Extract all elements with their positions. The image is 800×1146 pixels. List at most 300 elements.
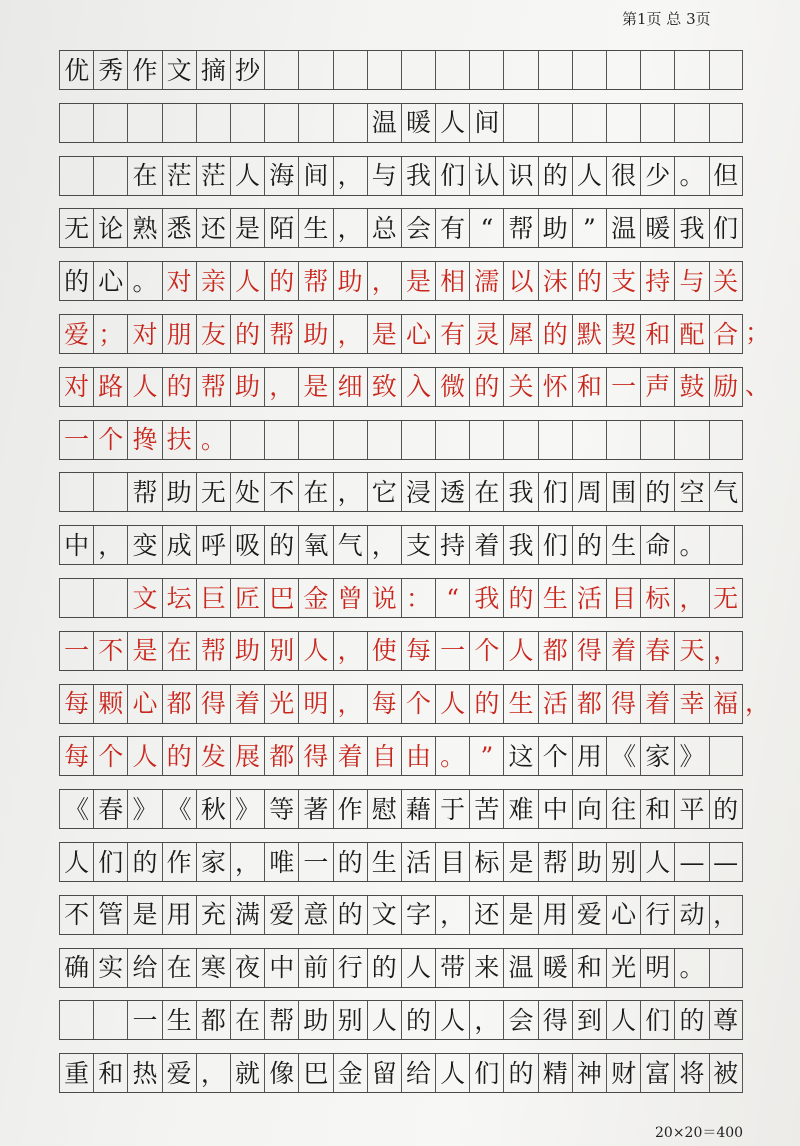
- grid-cell: 的: [162, 737, 196, 775]
- grid-cell: 动: [674, 896, 708, 934]
- grid-row: [59, 472, 743, 512]
- grid-cell: 一: [59, 421, 93, 459]
- grid-cell: 是: [127, 632, 161, 670]
- grid-cell: 帮: [503, 209, 537, 247]
- grid-cell: 我: [674, 209, 708, 247]
- grid-cell: 犀: [503, 315, 537, 353]
- grid-cell: [93, 104, 127, 142]
- grid-cell: [93, 1001, 127, 1039]
- grid-cell: 与: [367, 157, 401, 195]
- grid-cell: ，: [264, 368, 298, 406]
- grid-cell: 间: [469, 104, 503, 142]
- grid-cell: 温: [367, 104, 401, 142]
- margin-punctuation: ；: [745, 318, 771, 347]
- grid-cell: 。: [196, 421, 230, 459]
- grid-cell: 人: [298, 632, 332, 670]
- grid-cell: 作: [162, 843, 196, 881]
- grid-cell: 帮: [264, 1001, 298, 1039]
- grid-cell: 搀: [127, 421, 161, 459]
- grid-cell: 活: [538, 685, 572, 723]
- grid-cell: 着: [606, 632, 640, 670]
- grid-cell: 光: [264, 685, 298, 723]
- grid-cell: 助: [333, 262, 367, 300]
- grid-cell: [709, 51, 743, 89]
- grid-cell: 每: [59, 737, 93, 775]
- grid-cell: [606, 104, 640, 142]
- grid-cell: [538, 51, 572, 89]
- grid-cell: [606, 51, 640, 89]
- grid-cell: 的: [127, 843, 161, 881]
- grid-cell: 心: [127, 685, 161, 723]
- grid-cell: 用: [538, 896, 572, 934]
- grid-cell: 相: [435, 262, 469, 300]
- grid-cell: 巴: [298, 1054, 332, 1092]
- grid-cell: 金: [298, 579, 332, 617]
- grid-cell: [640, 421, 674, 459]
- grid-cell: 人: [435, 1001, 469, 1039]
- grid-cell: 们: [435, 157, 469, 195]
- grid-cell: 标: [469, 843, 503, 881]
- grid-cell: 助: [538, 209, 572, 247]
- grid-cell: [503, 104, 537, 142]
- grid-cell: 。: [674, 157, 708, 195]
- grid-cell: 每: [59, 685, 93, 723]
- grid-cell: 暖: [538, 949, 572, 987]
- grid-cell: 帮: [298, 262, 332, 300]
- grid-cell: 苦: [469, 790, 503, 828]
- grid-cell: 都: [264, 737, 298, 775]
- grid-cell: [572, 421, 606, 459]
- grid-cell: 巨: [196, 579, 230, 617]
- grid-cell: 和: [572, 949, 606, 987]
- grid-cell: 充: [196, 896, 230, 934]
- grid-cell: [538, 421, 572, 459]
- grid-cell: 关: [503, 368, 537, 406]
- grid-cell: 气: [709, 473, 743, 511]
- grid-cell: 爱: [59, 315, 93, 353]
- grid-cell: [503, 421, 537, 459]
- grid-cell: [298, 421, 332, 459]
- grid-cell: ，: [435, 896, 469, 934]
- grid-cell: 意: [298, 896, 332, 934]
- grid-cell: 慰: [367, 790, 401, 828]
- grid-cell: [572, 104, 606, 142]
- grid-cell: [127, 104, 161, 142]
- grid-cell: 的: [367, 949, 401, 987]
- grid-cell: 和: [93, 1054, 127, 1092]
- grid-cell: [59, 104, 93, 142]
- grid-cell: 生: [367, 843, 401, 881]
- grid-cell: 的: [264, 526, 298, 564]
- grid-cell: 人: [59, 843, 93, 881]
- grid-cell: 行: [640, 896, 674, 934]
- grid-row: [59, 50, 743, 90]
- grid-cell: 人: [503, 632, 537, 670]
- grid-cell: 友: [196, 315, 230, 353]
- grid-cell: 寒: [196, 949, 230, 987]
- grid-cell: 尊: [709, 1001, 743, 1039]
- grid-cell: 个: [469, 632, 503, 670]
- grid-cell: [333, 421, 367, 459]
- grid-cell: 对: [162, 262, 196, 300]
- grid-cell: 怀: [538, 368, 572, 406]
- grid-cell: 得: [538, 1001, 572, 1039]
- grid-cell: 人: [230, 262, 264, 300]
- grid-cell: 和: [640, 790, 674, 828]
- grid-cell: 无: [59, 209, 93, 247]
- grid-cell: 向: [572, 790, 606, 828]
- grid-cell: 。: [674, 526, 708, 564]
- grid-cell: 间: [298, 157, 332, 195]
- grid-cell: —: [674, 843, 708, 881]
- grid-cell: 吸: [230, 526, 264, 564]
- grid-cell: 家: [196, 843, 230, 881]
- grid-cell: 人: [572, 157, 606, 195]
- grid-cell: 声: [640, 368, 674, 406]
- grid-cell: 持: [640, 262, 674, 300]
- grid-cell: 福: [709, 685, 743, 723]
- grid-cell: 透: [435, 473, 469, 511]
- grid-cell: 们: [709, 209, 743, 247]
- grid-cell: 们: [93, 843, 127, 881]
- grid-cell: 生: [538, 579, 572, 617]
- grid-cell: 巴: [264, 579, 298, 617]
- grid-cell: 都: [196, 1001, 230, 1039]
- grid-cell: 们: [640, 1001, 674, 1039]
- grid-cell: 》: [230, 790, 264, 828]
- grid-cell: 的: [333, 896, 367, 934]
- grid-cell: 的: [59, 262, 93, 300]
- grid-row: [59, 156, 743, 196]
- grid-cell: 光: [606, 949, 640, 987]
- grid-cell: 颗: [93, 685, 127, 723]
- grid-cell: 人: [640, 843, 674, 881]
- grid-row: [59, 578, 743, 618]
- grid-cell: 对: [59, 368, 93, 406]
- grid-cell: [333, 51, 367, 89]
- grid-cell: 会: [503, 1001, 537, 1039]
- grid-row: [59, 631, 743, 671]
- grid-cell: 个: [401, 685, 435, 723]
- grid-cell: 《: [162, 790, 196, 828]
- grid-cell: 被: [709, 1054, 743, 1092]
- grid-cell: 自: [367, 737, 401, 775]
- grid-cell: 抄: [230, 51, 264, 89]
- grid-cell: 合: [709, 315, 743, 353]
- grid-cell: 鼓: [674, 368, 708, 406]
- grid-cell: 暖: [401, 104, 435, 142]
- grid-cell: 像: [264, 1054, 298, 1092]
- grid-cell: ，: [709, 632, 743, 670]
- grid-cell: 励: [709, 368, 743, 406]
- grid-cell: 变: [127, 526, 161, 564]
- grid-cell: 文: [367, 896, 401, 934]
- grid-cell: 别: [606, 843, 640, 881]
- grid-cell: 得: [572, 632, 606, 670]
- grid-cell: 在: [469, 473, 503, 511]
- grid-cell: 路: [93, 368, 127, 406]
- grid-cell: 命: [640, 526, 674, 564]
- grid-cell: 等: [264, 790, 298, 828]
- grid-cell: 暖: [640, 209, 674, 247]
- grid-cell: 心: [93, 262, 127, 300]
- grid-cell: 夜: [230, 949, 264, 987]
- grid-cell: 目: [435, 843, 469, 881]
- grid-cell: 说: [367, 579, 401, 617]
- grid-cell: [264, 104, 298, 142]
- grid-cell: [640, 51, 674, 89]
- grid-cell: [674, 421, 708, 459]
- grid-cell: [162, 104, 196, 142]
- grid-cell: 微: [435, 368, 469, 406]
- grid-cell: ，: [333, 157, 367, 195]
- grid-cell: 的: [709, 790, 743, 828]
- grid-cell: 难: [503, 790, 537, 828]
- grid-cell: 到: [572, 1001, 606, 1039]
- grid-cell: 它: [367, 473, 401, 511]
- grid-cell: 以: [503, 262, 537, 300]
- grid-cell: 的: [640, 473, 674, 511]
- grid-cell: [674, 51, 708, 89]
- grid-cell: [709, 949, 743, 987]
- grid-row: [59, 103, 743, 143]
- grid-cell: [59, 157, 93, 195]
- grid-cell: 人: [401, 949, 435, 987]
- grid-cell: 亲: [196, 262, 230, 300]
- grid-cell: 来: [469, 949, 503, 987]
- grid-cell: 是: [401, 262, 435, 300]
- grid-cell: 论: [93, 209, 127, 247]
- grid-cell: 作: [333, 790, 367, 828]
- grid-cell: 标: [640, 579, 674, 617]
- grid-cell: 《: [606, 737, 640, 775]
- grid-cell: [59, 1001, 93, 1039]
- grid-cell: 周: [572, 473, 606, 511]
- grid-cell: 在: [127, 157, 161, 195]
- grid-cell: [709, 737, 743, 775]
- grid-cell: [709, 526, 743, 564]
- grid-cell: 一: [298, 843, 332, 881]
- grid-cell: 一: [606, 368, 640, 406]
- grid-cell: 留: [367, 1054, 401, 1092]
- grid-row: [59, 208, 743, 248]
- grid-cell: 们: [538, 526, 572, 564]
- grid-cell: 空: [674, 473, 708, 511]
- grid-cell: 帮: [538, 843, 572, 881]
- grid-cell: 展: [230, 737, 264, 775]
- grid-cell: 人: [435, 104, 469, 142]
- grid-cell: 在: [162, 949, 196, 987]
- grid-cell: 契: [606, 315, 640, 353]
- grid-cell: 热: [127, 1054, 161, 1092]
- grid-cell: 《: [59, 790, 93, 828]
- grid-cell: [59, 579, 93, 617]
- grid-cell: 海: [264, 157, 298, 195]
- grid-row: [59, 420, 743, 460]
- grid-cell: 于: [435, 790, 469, 828]
- grid-cell: 人: [127, 737, 161, 775]
- grid-cell: 秀: [93, 51, 127, 89]
- grid-cell: 处: [230, 473, 264, 511]
- grid-cell: 围: [606, 473, 640, 511]
- grid-cell: ”: [572, 209, 606, 247]
- grid-cell: 和: [572, 368, 606, 406]
- grid-cell: ，: [230, 843, 264, 881]
- grid-cell: 生: [503, 685, 537, 723]
- grid-cell: 平: [674, 790, 708, 828]
- grid-cell: [503, 51, 537, 89]
- grid-cell: 与: [674, 262, 708, 300]
- grid-cell: [469, 421, 503, 459]
- grid-cell: 人: [435, 685, 469, 723]
- grid-cell: 优: [59, 51, 93, 89]
- grid-cell: “: [469, 209, 503, 247]
- grid-cell: 用: [572, 737, 606, 775]
- grid-cell: 帮: [196, 368, 230, 406]
- grid-row: [59, 948, 743, 988]
- grid-cell: ，: [196, 1054, 230, 1092]
- grid-cell: 的: [503, 1054, 537, 1092]
- grid-cell: 的: [674, 1001, 708, 1039]
- grid-cell: [93, 473, 127, 511]
- grid-cell: [674, 104, 708, 142]
- grid-cell: 配: [674, 315, 708, 353]
- grid-cell: 我: [469, 579, 503, 617]
- grid-cell: 的: [230, 315, 264, 353]
- grid-cell: ，: [367, 262, 401, 300]
- grid-cell: “: [435, 579, 469, 617]
- grid-cell: 生: [162, 1001, 196, 1039]
- grid-cell: ，: [333, 209, 367, 247]
- grid-cell: 关: [709, 262, 743, 300]
- grid-cell: 神: [572, 1054, 606, 1092]
- grid-cell: 助: [298, 1001, 332, 1039]
- grid-cell: 有: [435, 209, 469, 247]
- grid-paper: [59, 44, 743, 1100]
- grid-cell: 着: [469, 526, 503, 564]
- grid-cell: 得: [196, 685, 230, 723]
- grid-cell: 不: [93, 632, 127, 670]
- grid-cell: 一: [435, 632, 469, 670]
- grid-cell: 人: [367, 1001, 401, 1039]
- grid-cell: 还: [469, 896, 503, 934]
- grid-cell: ，: [333, 315, 367, 353]
- grid-cell: 对: [127, 315, 161, 353]
- grid-cell: 发: [196, 737, 230, 775]
- grid-cell: 少: [640, 157, 674, 195]
- grid-cell: 中: [538, 790, 572, 828]
- grid-cell: 个: [93, 421, 127, 459]
- grid-cell: 得: [298, 737, 332, 775]
- grid-cell: 很: [606, 157, 640, 195]
- grid-cell: [709, 421, 743, 459]
- grid-cell: 我: [503, 526, 537, 564]
- grid-cell: 人: [606, 1001, 640, 1039]
- grid-cell: 们: [538, 473, 572, 511]
- grid-cell: 摘: [196, 51, 230, 89]
- grid-cell: 字: [401, 896, 435, 934]
- grid-cell: 茫: [196, 157, 230, 195]
- grid-cell: 无: [709, 579, 743, 617]
- grid-cell: 灵: [469, 315, 503, 353]
- grid-cell: 中: [59, 526, 93, 564]
- grid-row: [59, 525, 743, 565]
- grid-cell: 助: [162, 473, 196, 511]
- grid-cell: 中: [264, 949, 298, 987]
- grid-cell: 曾: [333, 579, 367, 617]
- grid-row: [59, 261, 743, 301]
- grid-cell: 的: [333, 843, 367, 881]
- grid-cell: 作: [127, 51, 161, 89]
- grid-cell: 一: [59, 632, 93, 670]
- grid-cell: 活: [572, 579, 606, 617]
- page-indicator: 第1页 总 3页: [622, 10, 711, 28]
- grid-cell: ，: [709, 896, 743, 934]
- grid-cell: ，: [469, 1001, 503, 1039]
- grid-cell: 爱: [572, 896, 606, 934]
- grid-cell: 满: [230, 896, 264, 934]
- grid-cell: 前: [298, 949, 332, 987]
- grid-cell: 的: [572, 262, 606, 300]
- grid-cell: 唯: [264, 843, 298, 881]
- grid-cell: 。: [674, 949, 708, 987]
- grid-cell: 入: [401, 368, 435, 406]
- grid-cell: [469, 51, 503, 89]
- grid-cell: [435, 51, 469, 89]
- grid-cell: 这: [503, 737, 537, 775]
- grid-cell: [230, 104, 264, 142]
- grid-cell: 明: [298, 685, 332, 723]
- grid-row: [59, 842, 743, 882]
- grid-cell: 人: [230, 157, 264, 195]
- grid-cell: 和: [640, 315, 674, 353]
- grid-cell: ，: [333, 632, 367, 670]
- grid-cell: ，: [93, 526, 127, 564]
- grid-cell: 人: [127, 368, 161, 406]
- grid-cell: 不: [59, 896, 93, 934]
- grid-cell: 的: [572, 526, 606, 564]
- grid-cell: 的: [264, 262, 298, 300]
- grid-cell: 个: [538, 737, 572, 775]
- grid-cell: 财: [606, 1054, 640, 1092]
- grid-cell: 著: [298, 790, 332, 828]
- grid-cell: 给: [127, 949, 161, 987]
- grid-cell: 爱: [264, 896, 298, 934]
- grid-cell: 我: [503, 473, 537, 511]
- grid-cell: 会: [401, 209, 435, 247]
- grid-cell: 茫: [162, 157, 196, 195]
- grid-cell: 氧: [298, 526, 332, 564]
- grid-cell: 的: [162, 368, 196, 406]
- grid-cell: 是: [127, 896, 161, 934]
- grid-row: [59, 1053, 743, 1093]
- grid-cell: 的: [469, 368, 503, 406]
- grid-cell: 是: [503, 843, 537, 881]
- grid-cell: 确: [59, 949, 93, 987]
- grid-cell: 得: [606, 685, 640, 723]
- grid-cell: 每: [367, 685, 401, 723]
- grid-cell: 家: [640, 737, 674, 775]
- grid-cell: 帮: [196, 632, 230, 670]
- grid-cell: [333, 104, 367, 142]
- grid-cell: 的: [538, 315, 572, 353]
- grid-cell: 陌: [264, 209, 298, 247]
- grid-cell: [93, 157, 127, 195]
- grid-cell: ：: [401, 579, 435, 617]
- grid-cell: ，: [674, 579, 708, 617]
- grid-cell: ，: [367, 526, 401, 564]
- grid-cell: [367, 421, 401, 459]
